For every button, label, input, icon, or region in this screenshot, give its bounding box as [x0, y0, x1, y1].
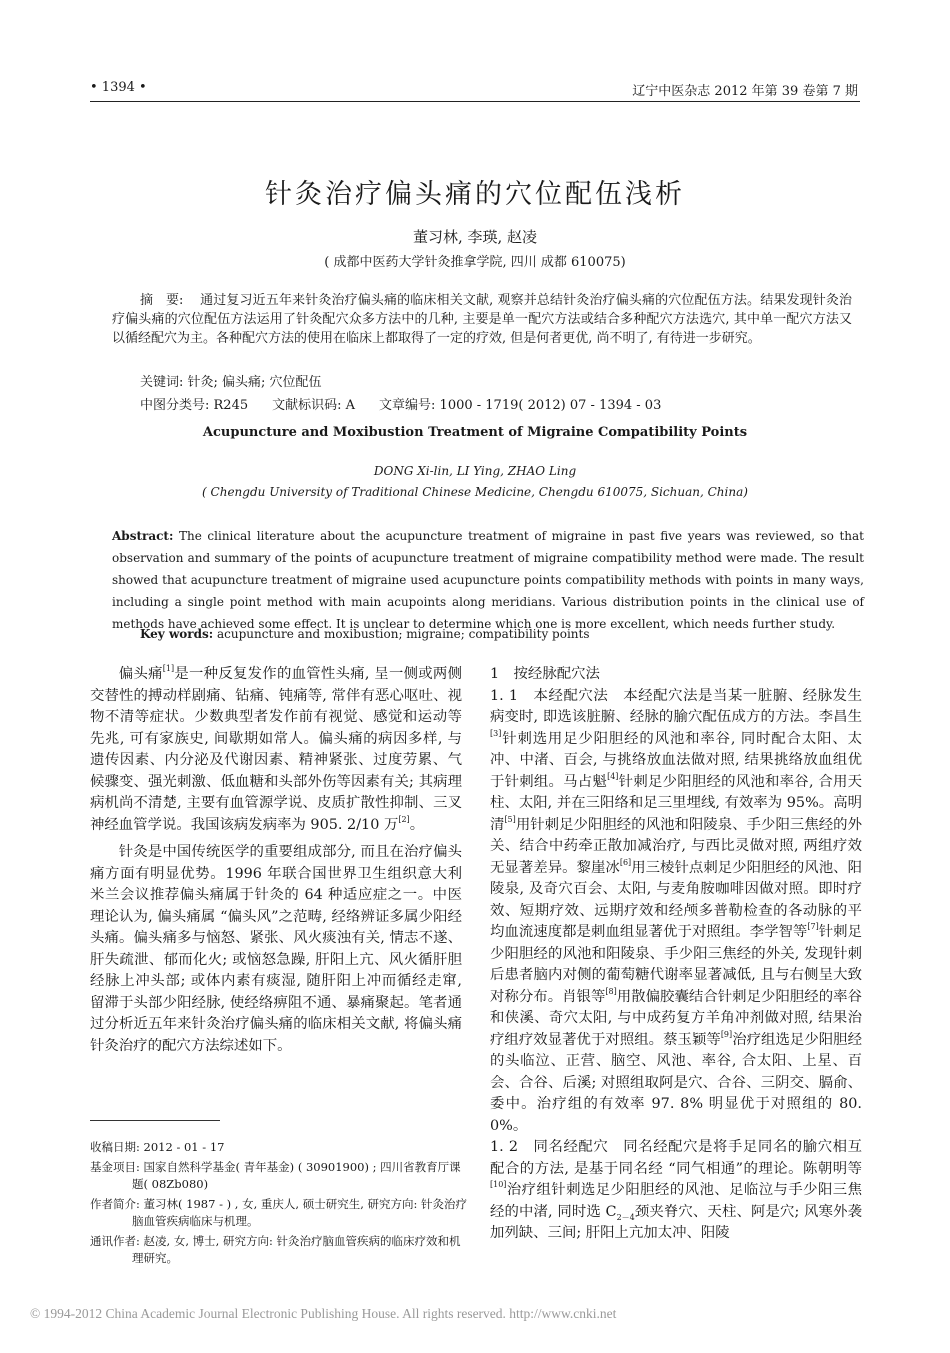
intro-paragraph-1: 偏头痛[1]是一种反复发作的血管性头痛, 呈一侧或两侧交替性的搏动样剧痛、钻痛、钝痛等, 常伴有恶心呕吐、视物不清等症状。少数典型者发作前有视觉、感觉和运动等先兆, 可有家族史, 间歇期如常人。偏头痛的病因多样, 与遗传因素、内分泌及代谢因素、精神紧张、过度劳累、气候骤变、强光刺激、低血糖和头部外伤等因素有关; 其病理病机尚不清楚, 主要有血管源学说、皮质扩散性抑制、三叉神经血管学说。我国该病发病率为 905. 2/10 万[2]。 — [90, 664, 462, 833]
journal-header: 辽宁中医杂志 2012 年第 39 卷第 7 期 — [632, 84, 858, 99]
english-abstract — [112, 525, 864, 635]
abstract-text: 通过复习近五年来针灸治疗偏头痛的临床相关文献, 观察并总结针灸治疗偏头痛的穴位配伍方法。结果发现针灸治疗偏头痛的穴位配伍方法运用了针灸配穴众多方法中的几种, 主要是单一配穴方法或结合多种配穴方法选穴, 其中单一配穴方法又以循经配穴为主。各种配穴方法的使用在临床上都取得了一定的疗效, 但是何者更优, 尚不明了, 有待进一步研究。 — [112, 293, 852, 346]
english-affiliation: ( Chengdu University of Traditional Chinese Medicine, Chengdu 610075, Sichuan, China) — [202, 485, 748, 499]
footnote-rule — [90, 1120, 220, 1121]
english-title: Acupuncture and Moxibustion Treatment of Migraine Compatibility Points — [202, 425, 748, 440]
chinese-abstract — [112, 291, 852, 348]
citation: [1] — [162, 664, 175, 673]
copyright-watermark: © 1994-2012 China Academic Journal Electronic Publishing House. All rights reserved. http://www.cnki.net — [30, 1306, 617, 1321]
section-1-2: 1. 2 同名经配穴 同名经配穴是将手足同名的腧穴相互配合的方法, 是基于同名经 “同气相通”的理论。陈朝明等[10]治疗组针刺选足少阳胆经的风池、足临泣与手少阳三焦经的中渚, 同时选 $C_{2-4}$颈夹脊穴、天柱、阿是穴; 风寒外袭加列缺、三间; 肝阳上亢加太冲、阳陵 — [490, 1139, 862, 1241]
left-column — [90, 664, 462, 1057]
page-number: • 1394 • — [90, 80, 147, 95]
intro-paragraph-2: 针灸是中国传统医学的重要组成部分, 而且在治疗偏头痛方面有明显优势。1996 年联合国世界卫生组织意大利米兰会议推荐偏头痛属于针灸的 64 种适应症之一。中医理论认为, 偏头痛属 “偏头风”之范畴, 经络辨证多属少阳经头痛。偏头痛多与恼怒、紧张、风火痰浊有关, 情志不遂、肝失疏泄、郁而化火; 或恼怒急躁, 肝阳上亢、风火循肝胆经脉上冲头部; 或体内素有痰湿, 随肝阳上冲而循经走窜, 留滞于头部少阳经脉, 使经络痹阻不通、暴痛聚起。笔者通过分析近五年来针灸治疗偏头痛的临床相关文献, 将偏头痛针灸治疗的配穴方法综述如下。 — [90, 844, 462, 1054]
header-rule — [90, 101, 860, 102]
english-abstract-text: The clinical literature about the acupuncture treatment of migraine in past five years was reviewed, so that observation and summary of the points of acupuncture treatment of migraine compatibility method were made. The result showed that acupuncture treatment of migraine used acupuncture points compatibility methods with points in many ways, including a single point method with main acupoints along meridians. Various distribution points in the clinical use of methods have achieved some effect. It is unclear to determine which one is more excellent, which needs further study. — [112, 529, 864, 631]
english-keywords-label: Key words: — [140, 627, 214, 641]
clc-number: 中图分类号: R245 — [140, 398, 249, 413]
footnote-funding: 基金项目: 国家自然科学基金( 青年基金) ( 30901900) ; 四川省教育厅课题( 08Zb080) — [90, 1160, 461, 1191]
citation: [2] — [398, 814, 410, 824]
document-code: 文献标识码: A — [272, 398, 356, 413]
affiliation: ( 成都中医药大学针灸推拿学院, 四川 成都 610075) — [324, 255, 626, 270]
chinese-keywords: 关键词: 针灸; 偏头痛; 穴位配伍 — [140, 375, 322, 390]
section-heading: 1 按经脉配穴法 — [490, 666, 600, 682]
author-list: 董习林, 李瑛, 赵凌 — [412, 228, 538, 246]
classification-line — [140, 394, 685, 413]
english-authors: DONG Xi-lin, LI Ying, ZHAO Ling — [373, 464, 577, 478]
english-keywords — [140, 627, 590, 641]
article-number: 文章编号: 1000 - 1719( 2012) 07 - 1394 - 03 — [379, 398, 662, 413]
article-title: 针灸治疗偏头痛的穴位配伍浅析 — [265, 179, 685, 210]
subsection-heading: 1. 2 同名经配穴 — [490, 1139, 609, 1155]
english-abstract-label: Abstract: — [112, 529, 174, 543]
footnote-corresponding: 通讯作者: 赵凌, 女, 博士, 研究方向: 针灸治疗脑血管疾病的临床疗效和机理研究。 — [90, 1234, 461, 1265]
footnote-received: 收稿日期: 2012 - 01 - 17 — [90, 1140, 225, 1154]
footnotes — [90, 1139, 468, 1270]
footnote-author-bio: 作者简介: 董习林( 1987 - ) , 女, 重庆人, 硕士研究生, 研究方向: 针灸治疗脑血管疾病临床与机理。 — [90, 1197, 468, 1228]
section-1-1: 1. 1 本经配穴法 本经配穴法是当某一脏腑、经脉发生病变时, 即选该脏腑、经脉的腧穴配伍成方的方法。李昌生[3]针刺选用足少阳胆经的风池和率谷, 同时配合太阳、太冲、中渚、百会, 与挑络放血法做对照, 结果挑络放血组优于针刺组。马占魁[4]针刺足少阳胆经的风池和率谷, 合用天柱、太阳, 并在三阳络和足三里埋线, 有效率为 95%。高明清[5]用针刺足少阳胆经的风池和阳陵泉、手少阳三焦经的外关、结合中药牵正散加减治疗, 与西比灵做对照, 两组疗效无显著差异。黎崖冰[6]用三棱针点刺足少阳胆经的风池、阳陵泉, 及奇穴百会、太阳, 与麦角胺咖啡因做对照。即时疗效、短期疗效、远期疗效和经颅多普勒检查的各动脉的平均血流速度都是刺血组显著优于对照组。李学智等[7]针刺足少阳胆经的风池和阳陵泉、手少阳三焦经的外关, 发现针刺后患者脑内对侧的葡萄糖代谢率显著减低, 且与右侧呈大致对称分布。肖银等[8]用散偏胶囊结合针刺足少阳胆经的率谷和侠溪、奇穴太阳, 与中成药复方羊角冲剂做对照, 结果治疗组疗效显著优于对照组。蔡玉颖等[9]治疗组选足少阳胆经的头临泣、正营、脑空、风池、率谷, 合太阳、上星、百会、合谷、后溪; 对照组取阿是穴、合谷、三阴交、膈俞、委中。治疗组的有效率 97. 8% 明显优于对照组的 80. 0%。 — [490, 687, 862, 1134]
right-column — [490, 664, 862, 1245]
subsection-heading: 1. 1 本经配穴法 — [490, 687, 609, 704]
english-keywords-text: acupuncture and moxibustion; migraine; compatibility points — [213, 627, 590, 641]
abstract-label: 摘 要: — [140, 293, 184, 308]
